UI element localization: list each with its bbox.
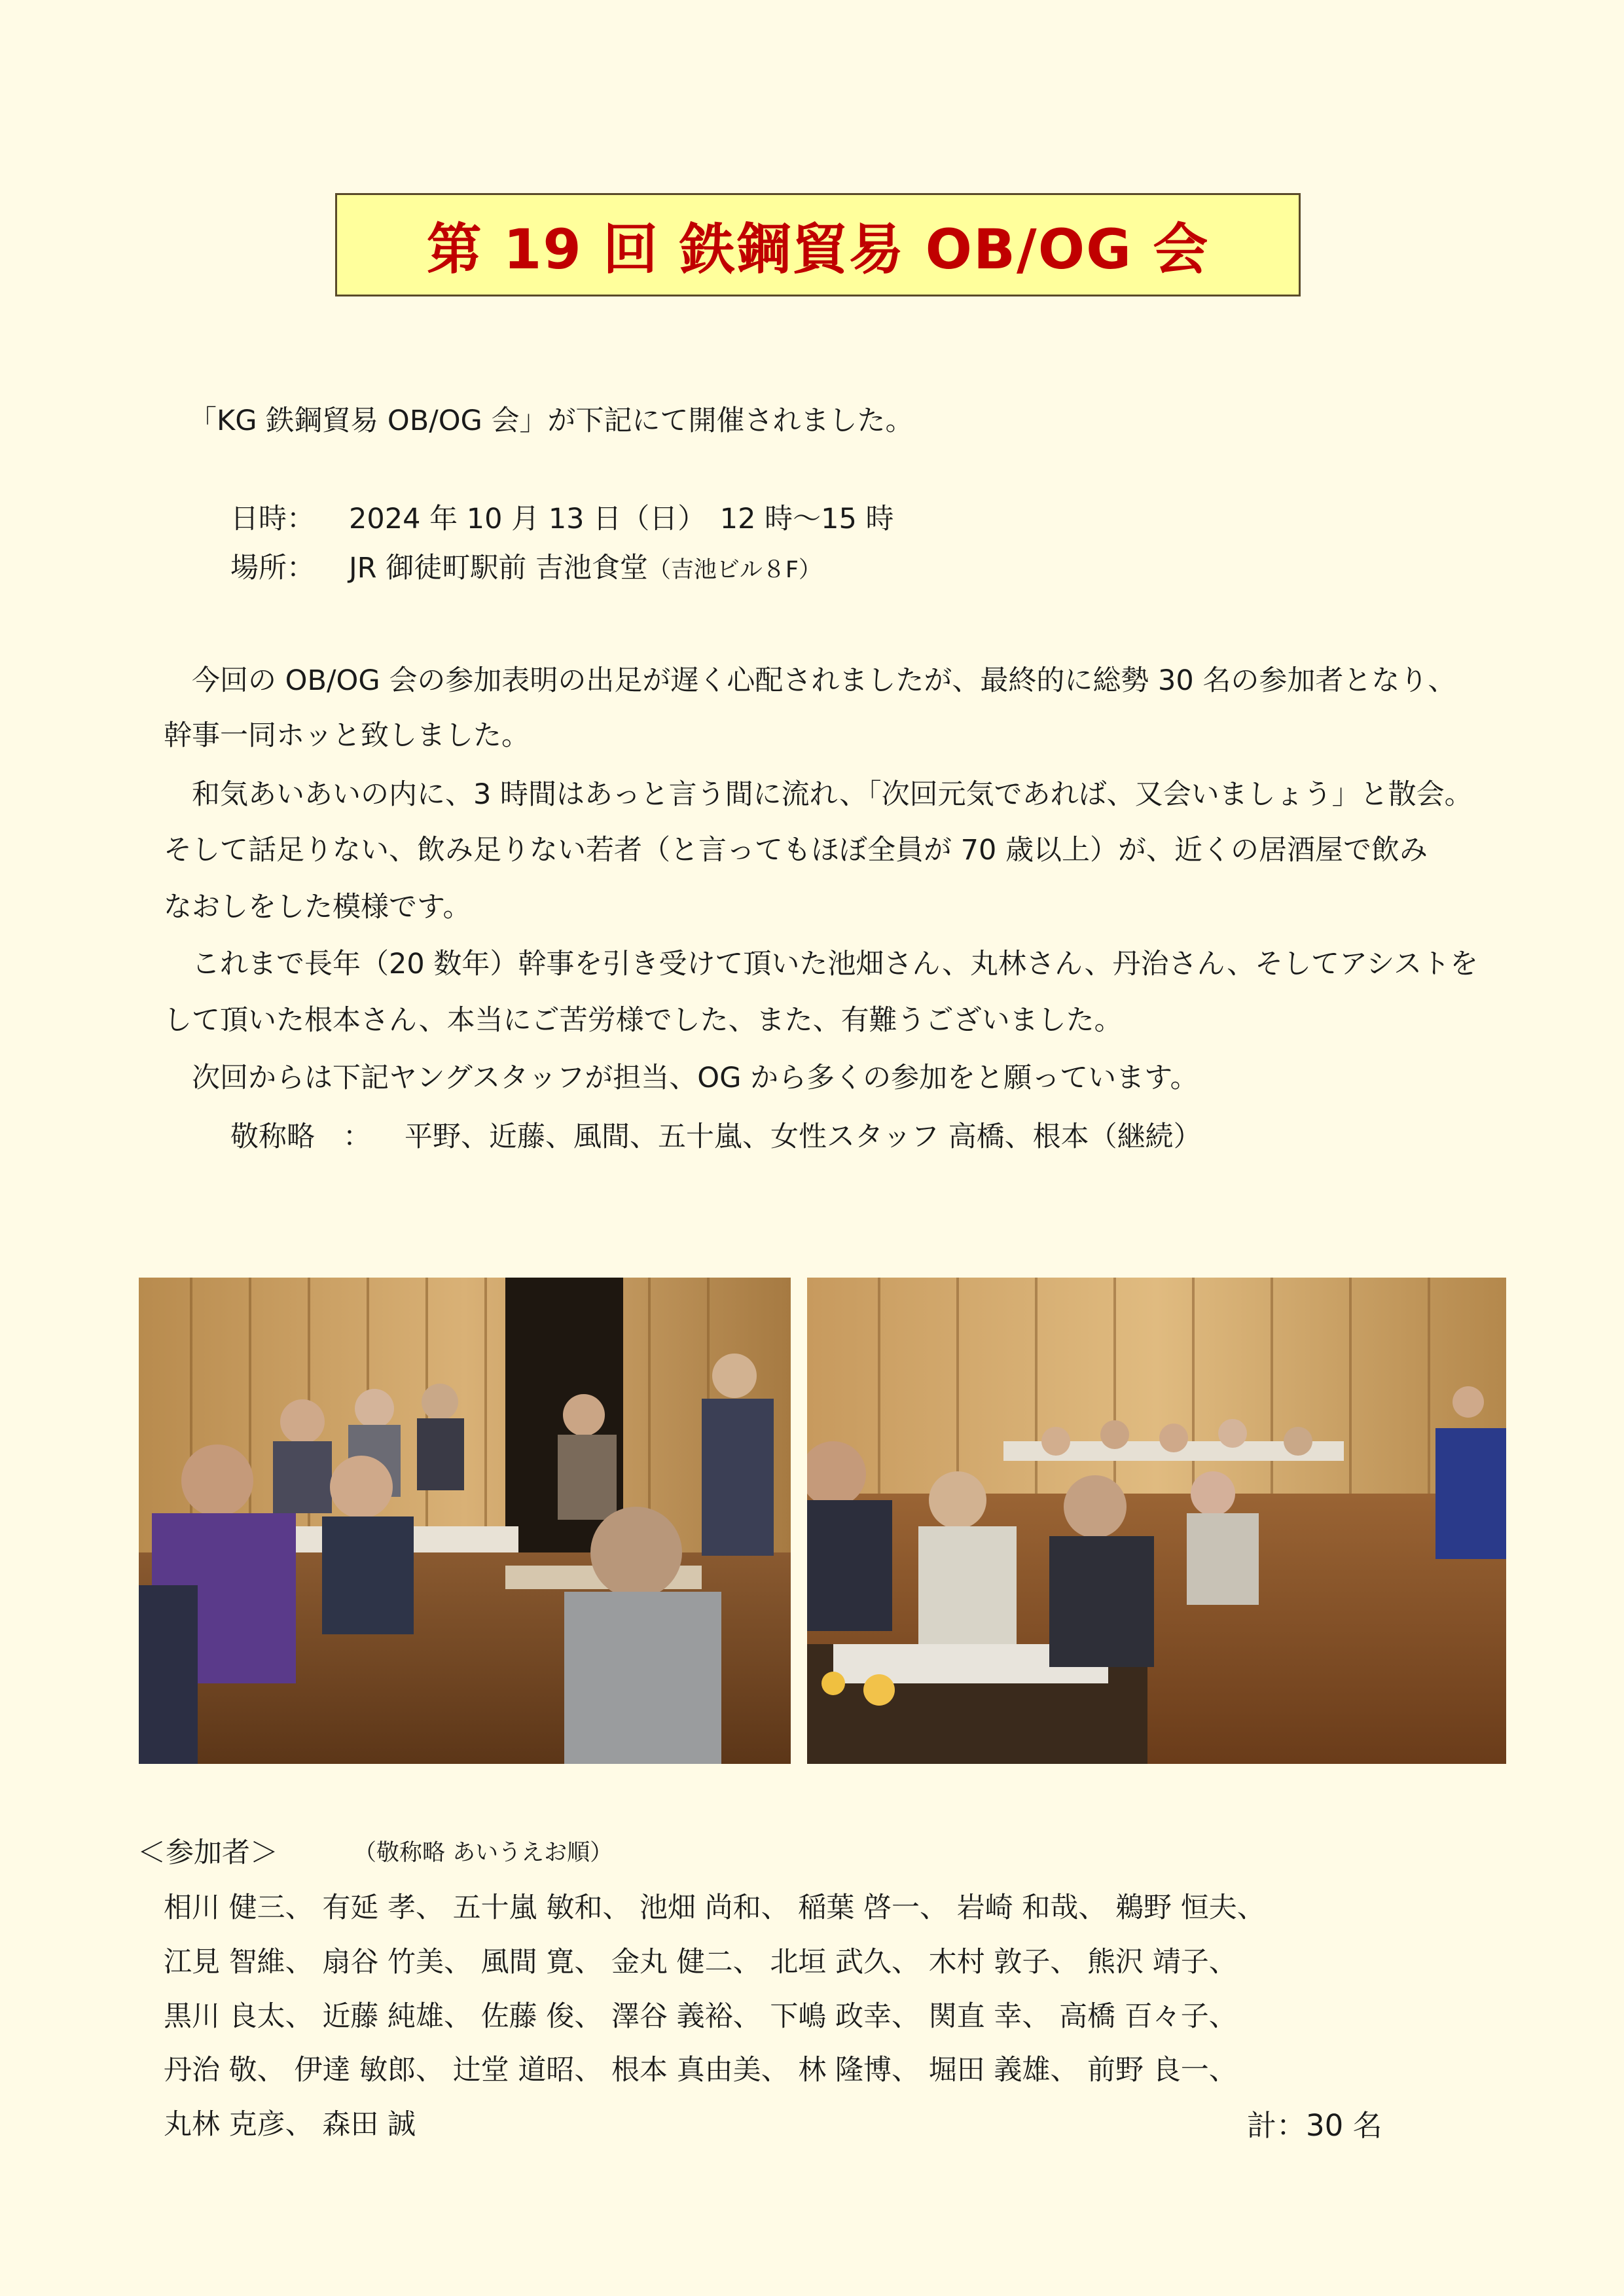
- body-line: 和気あいあいの内に、3 時間はあっと言う間に流れ、「次回元気であれば、又会いましょう」と散会。: [164, 778, 1473, 811]
- participants-row: 江見 智維、 扇谷 竹美、 風間 寛、 金丸 健二、 北垣 武久、 木村 敦子、 熊沢 靖子、: [164, 1946, 1237, 1979]
- date-label: 日時：: [230, 503, 315, 535]
- body-line: なおしをした模様です。: [164, 891, 471, 924]
- place-note: （吉池ビル８F）: [647, 557, 822, 583]
- body-line: 今回の OB/OG 会の参加表明の出足が遅く心配されましたが、最終的に総勢 30 名の参加者となり、: [164, 664, 1456, 697]
- participants-total: 計：30 名: [1247, 2108, 1382, 2143]
- body-line: これまで長年（20 数年）幹事を引き受けて頂いた池畑さん、丸林さん、丹治さん、そしてアシストを: [164, 948, 1479, 980]
- page-title: 第 19 回 鉄鋼貿易 OB/OG 会: [426, 217, 1210, 281]
- place-value: [349, 554, 821, 583]
- body-line: そして話足りない、飲み足りない若者（と言ってもほぼ全員が 70 歳以上）が、近くの居酒屋で飲み: [164, 834, 1428, 867]
- participants-row: 丸林 克彦、 森田 誠: [164, 2108, 416, 2141]
- participants-row: 丹治 敬、 伊達 敏郎、 辻堂 道昭、 根本 真由美、 林 隆博、 堀田 義雄、 前野 良一、: [164, 2054, 1237, 2087]
- event-photo-left: [139, 1278, 791, 1764]
- place-label: 場所：: [230, 552, 315, 584]
- date-value: 2024 年 10 月 13 日（日） 12 時～15 時: [349, 503, 894, 535]
- title-box: [335, 193, 1301, 296]
- body-line: 幹事一同ホッと致しました。: [164, 719, 530, 752]
- body-line: 次回からは下記ヤングスタッフが担当、OG から多くの参加をと願っています。: [164, 1062, 1199, 1094]
- participants-row: 相川 健三、 有延 孝、 五十嵐 敏和、 池畑 尚和、 稲葉 啓一、 岩崎 和哉、 鵜野 恒夫、: [164, 1892, 1265, 1924]
- participants-note: （敬称略 あいうえお順）: [353, 1840, 613, 1866]
- participants-row: 黒川 良太、 近藤 純雄、 佐藤 俊、 澤谷 義裕、 下嶋 政幸、 関直 幸、 高橋 百々子、: [164, 2000, 1237, 2033]
- staff-names: 平野、近藤、風間、五十嵐、女性スタッフ 高橋、根本（継続）: [405, 1121, 1202, 1153]
- staff-label: 敬称略 ：: [230, 1121, 371, 1153]
- participants-heading: ＜参加者＞: [137, 1837, 278, 1869]
- place-name: JR 御徒町駅前 吉池食堂: [349, 552, 648, 584]
- body-line: して頂いた根本さん、本当にご苦労様でした、また、有難うございました。: [164, 1004, 1123, 1037]
- event-photo-right: [807, 1278, 1506, 1764]
- intro-text: 「KG 鉄鋼貿易 OB/OG 会」が下記にて開催されました。: [189, 404, 914, 437]
